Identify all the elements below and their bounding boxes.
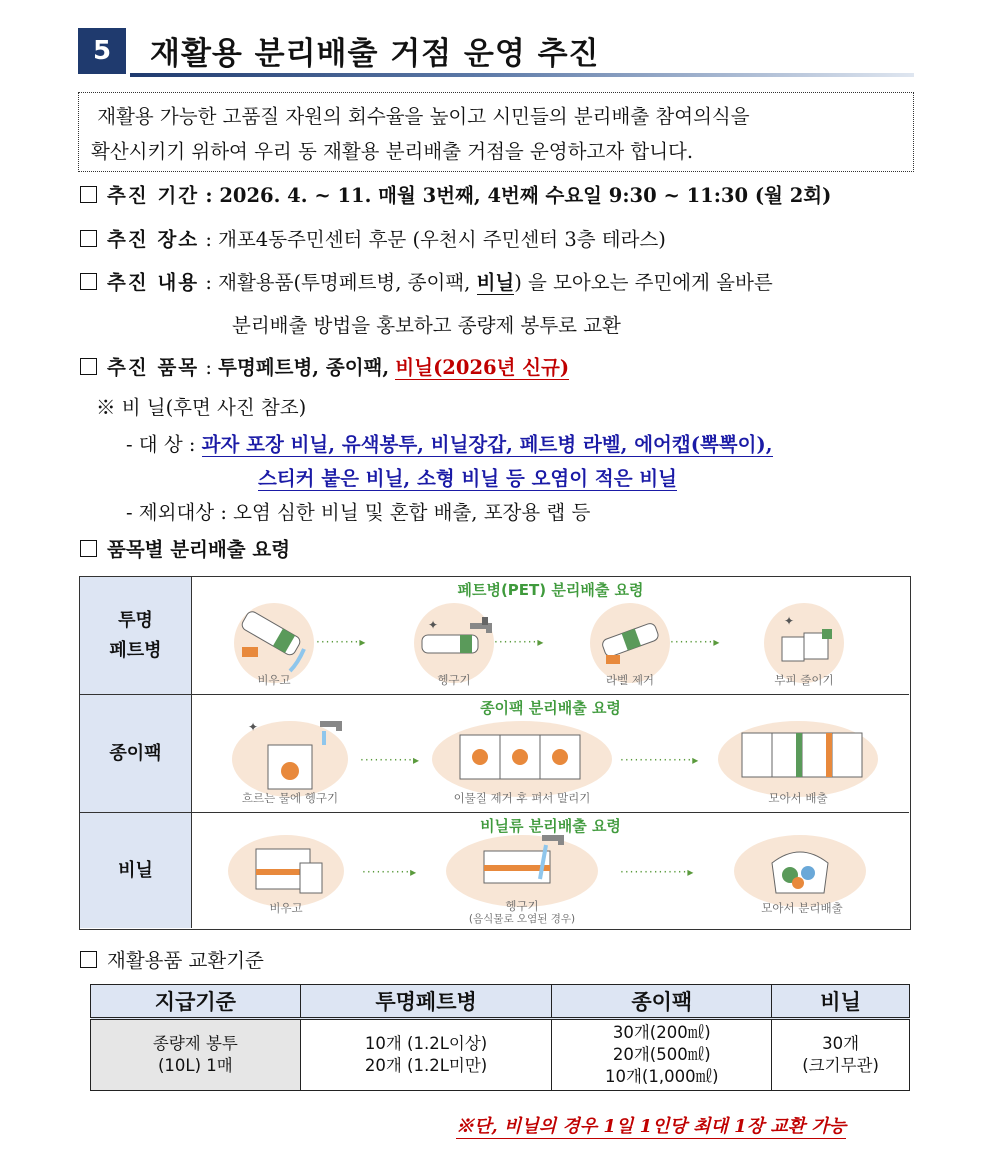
- checkbox-square-icon: [80, 273, 97, 290]
- guide-heading-row: [80, 534, 290, 562]
- arrow-4: ···········▸: [360, 753, 420, 767]
- intro-line-2: 확산시키기 위하여 우리 동 재활용 분리배출 거점을 운영하고자 합니다.: [91, 140, 694, 163]
- vinyl-step-3: 모아서 분리배출: [761, 901, 843, 915]
- svg-text:✦: ✦: [428, 618, 439, 632]
- guide-title-vinyl: 비닐류 분리배출 요령: [480, 817, 621, 835]
- footnote: ※단, 비닐의 경우 1일 1인당 최대 1장 교환 가능: [456, 1112, 846, 1139]
- table-cell-basis: 종량제 봉투 (10L) 1매: [91, 1019, 301, 1091]
- place-label: 추진 장소: [107, 228, 200, 251]
- vinyl-exclude-label: - 제외대상 :: [126, 501, 227, 524]
- content-value-vinyl: 비닐: [476, 271, 515, 294]
- guide-body-paper: [192, 695, 909, 812]
- paper-step-1: 흐르는 물에 헹구기: [241, 791, 339, 805]
- paper-step-2: 이물질 제거 후 펴서 말리기: [453, 791, 591, 805]
- guide-body-pet: [192, 577, 909, 694]
- content-row: [80, 267, 773, 295]
- vinyl-target-line-1: 과자 포장 비닐, 유색봉투, 비닐장갑, 페트병 라벨, 에어캡(뽁뽁이),: [201, 433, 773, 456]
- content-row-2: 분리배출 방법을 홍보하고 종량제 봉투로 교환: [232, 314, 621, 337]
- exchange-heading-row: [80, 945, 264, 973]
- vinyl-target-row-2: [258, 463, 677, 491]
- arrow-2: ·········▸: [494, 635, 545, 649]
- arrow-1: ·········▸: [316, 635, 367, 649]
- arrow-6: ··········▸: [362, 865, 418, 879]
- arrow-3: ·········▸: [670, 635, 721, 649]
- guide-title-paper: 종이팩 분리배출 요령: [480, 699, 621, 717]
- vinyl-target-line-2: 스티커 붙은 비닐, 소형 비닐 등 오염이 적은 비닐: [258, 467, 678, 490]
- table-cell-pet: 10개 (1.2L이상) 20개 (1.2L미만): [300, 1019, 552, 1091]
- products-label: 추진 품목: [107, 356, 200, 379]
- period-label: 추진 기간: [107, 184, 200, 207]
- guide-heading: 품목별 분리배출 요령: [107, 538, 291, 561]
- vinyl-target-label: - 대 상 :: [126, 433, 196, 456]
- vinyl-target-row: [126, 429, 773, 457]
- guide-row-paper: [80, 695, 909, 813]
- content-label: 추진 내용: [107, 271, 200, 294]
- section-title: 재활용 분리배출 거점 운영 추진: [150, 36, 600, 72]
- vinyl-exclude-row: [126, 497, 590, 525]
- pet-step-4: 부피 줄이기: [774, 673, 834, 687]
- vinyl-step-2-sub: (음식물로 오염된 경우): [468, 913, 576, 925]
- table-cell-vinyl: 30개 (크기무관): [772, 1019, 910, 1091]
- pet-step-1: 비우고: [257, 673, 291, 687]
- guide-category-vinyl: 비닐: [80, 813, 192, 928]
- period-row: [80, 180, 831, 208]
- arrow-5: ···············▸: [620, 753, 700, 767]
- products-row: [80, 352, 569, 380]
- guide-category-pet: 투명 페트병: [80, 577, 192, 694]
- guide-row-vinyl: [80, 813, 909, 928]
- paper-step-3: 모아서 배출: [768, 791, 828, 805]
- intro-line-1: 재활용 가능한 고품질 자원의 회수율을 높이고 시민들의 분리배출 참여의식을: [97, 105, 750, 128]
- place-row: [80, 224, 666, 252]
- products-value: 투명페트병, 종이팩,: [218, 356, 390, 379]
- vinyl-step-2: 헹구기: [505, 899, 539, 913]
- products-value-new: 비닐(2026년 신규): [395, 356, 570, 379]
- checkbox-square-icon: [80, 951, 97, 968]
- exchange-table: [90, 984, 910, 1091]
- guide-body-vinyl: [192, 813, 909, 928]
- period-value: : 2026. 4. ~ 11. 매월 3번째, 4번째 수요일 9:30 ~ 11:30 (월 2회): [205, 184, 832, 207]
- svg-text:✦: ✦: [784, 614, 795, 628]
- vinyl-note: ※ 비 닐(후면 사진 참조): [96, 396, 307, 419]
- vinyl-step-1: 비우고: [269, 901, 303, 915]
- checkbox-square-icon: [80, 540, 97, 557]
- guide-row-pet: [80, 577, 909, 695]
- pet-step-2: 헹구기: [437, 673, 471, 687]
- table-header-row: [91, 985, 910, 1019]
- intro-box: [78, 92, 914, 172]
- table-header: 투명페트병: [300, 985, 552, 1019]
- section-number: 5: [78, 28, 126, 74]
- vinyl-exclude-value: 오염 심한 비닐 및 혼합 배출, 포장용 랩 등: [233, 501, 591, 524]
- guide-category-paper: 종이팩: [80, 695, 192, 812]
- table-cell-paper: 30개(200㎖) 20개(500㎖) 10개(1,000㎖): [552, 1019, 772, 1091]
- section-header: [78, 26, 914, 78]
- table-header: 지급기준: [91, 985, 301, 1019]
- checkbox-square-icon: [80, 186, 97, 203]
- place-value: : 개포4동주민센터 후문 (우천시 주민센터 3층 테라스): [205, 228, 666, 251]
- checkbox-square-icon: [80, 358, 97, 375]
- content-value-pre: : 재활용품(투명페트병, 종이팩,: [205, 271, 477, 294]
- arrow-7: ··············▸: [620, 865, 695, 879]
- checkbox-square-icon: [80, 230, 97, 247]
- table-row: [91, 1019, 910, 1091]
- products-colon: :: [205, 356, 212, 379]
- pet-step-3: 라벨 제거: [605, 673, 655, 687]
- guide-title-pet: 페트병(PET) 분리배출 요령: [457, 581, 644, 599]
- title-underline: [130, 73, 914, 77]
- content-value-post: ) 을 모아오는 주민에게 올바른: [514, 271, 773, 294]
- table-header: 비닐: [772, 985, 910, 1019]
- separation-guide-figure: [79, 576, 911, 930]
- table-header: 종이팩: [552, 985, 772, 1019]
- svg-text:✦: ✦: [248, 720, 259, 734]
- exchange-heading: 재활용품 교환기준: [107, 949, 264, 972]
